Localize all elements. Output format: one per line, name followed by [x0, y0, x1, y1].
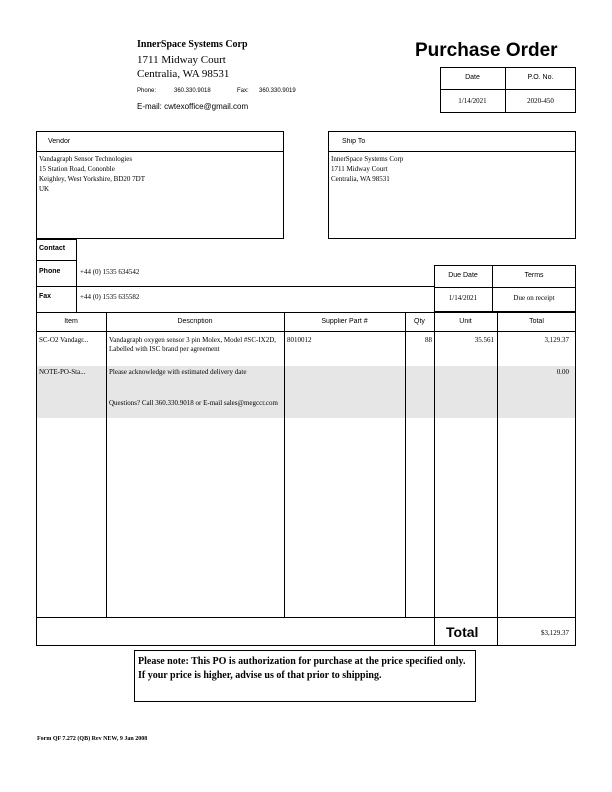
col-header-supplier-part: Supplier Part #	[321, 318, 368, 325]
terms-value: Due on receipt	[513, 294, 555, 302]
items-table	[36, 312, 576, 646]
row-total: 3,129.37	[544, 336, 569, 344]
total-value: $3,129.37	[541, 629, 569, 637]
row-description-line2: Questions? Call 360.330.9018 or E-mail sales@megccr.com	[109, 399, 278, 407]
col-header-total: Total	[529, 318, 544, 325]
col-header-item: Item	[64, 318, 78, 325]
company-phone: 360.330.9018	[174, 88, 211, 94]
due-date-value: 1/14/2021	[448, 294, 478, 302]
po-number-label: P.O. No.	[527, 74, 554, 81]
col-header-description: Description	[177, 318, 213, 325]
ship-to-line-2: 1711 Midway Court	[331, 165, 388, 173]
date-value: 1/14/2021	[458, 97, 487, 105]
vendor-line-3: Keighley, West Yorkshire, BD20 7DT	[39, 175, 145, 183]
row-description: Vandagraph oxygen sensor 3 pin Molex, Model #SC-IX2D, Labelled with ISC brand per agreement	[109, 336, 277, 353]
contact-fax: +44 (0) 1535 635582	[80, 293, 140, 301]
row-qty: 88	[425, 336, 432, 344]
row-supplier-part: 8010012	[287, 336, 312, 344]
company-address-line2: Centralia, WA 98531	[137, 68, 230, 80]
vendor-label: Vendor	[48, 138, 71, 145]
vendor-box	[36, 131, 284, 239]
total-label: Total	[446, 624, 479, 640]
due-date-label: Due Date	[448, 272, 478, 279]
company-name: InnerSpace Systems Corp	[137, 39, 248, 50]
contact-label: Contact	[39, 245, 66, 252]
company-phone-label: Phone:	[137, 88, 157, 94]
form-identifier: Form QF 7.272 (QB) Rev NEW, 9 Jan 2008	[37, 736, 148, 742]
ship-to-line-3: Centralia, WA 98531	[331, 175, 390, 183]
row-item: NOTE-PO-Sta...	[39, 368, 86, 376]
company-fax: 360.330.9019	[259, 88, 296, 94]
ship-to-box	[328, 131, 576, 239]
po-number-value: 2020-450	[527, 97, 554, 105]
document-title: Purchase Order	[415, 40, 558, 61]
contact-fax-label: Fax	[39, 293, 52, 300]
row-unit: 35.561	[474, 336, 494, 344]
vendor-line-1: Vandagraph Sensor Technologies	[39, 155, 133, 163]
col-header-unit: Unit	[459, 318, 472, 325]
company-address-line1: 1711 Midway Court	[137, 54, 226, 66]
ship-to-line-1: InnerSpace Systems Corp	[331, 155, 404, 163]
row-total: 0.00	[556, 368, 569, 376]
row-description-line1: Please acknowledge with estimated delivery date	[109, 368, 247, 376]
date-label: Date	[465, 74, 480, 81]
vendor-line-2: 15 Station Road, Cononble	[39, 165, 115, 173]
company-fax-label: Fax:	[237, 88, 249, 94]
price-note: Please note: This PO is authorization for purchase at the price specified only. If your price is higher, advise us of that prior to shipping.	[138, 656, 466, 681]
terms-label: Terms	[524, 272, 544, 279]
vendor-line-4: UK	[39, 185, 50, 193]
ship-to-label: Ship To	[342, 138, 366, 145]
company-email: E-mail: cwtexoffice@gmail.com	[137, 102, 249, 111]
row-item: SC-O2 Vandagr...	[39, 336, 89, 344]
contact-phone-label: Phone	[39, 268, 61, 275]
contact-phone: +44 (0) 1535 634542	[80, 268, 140, 276]
col-header-qty: Qty	[414, 318, 425, 325]
